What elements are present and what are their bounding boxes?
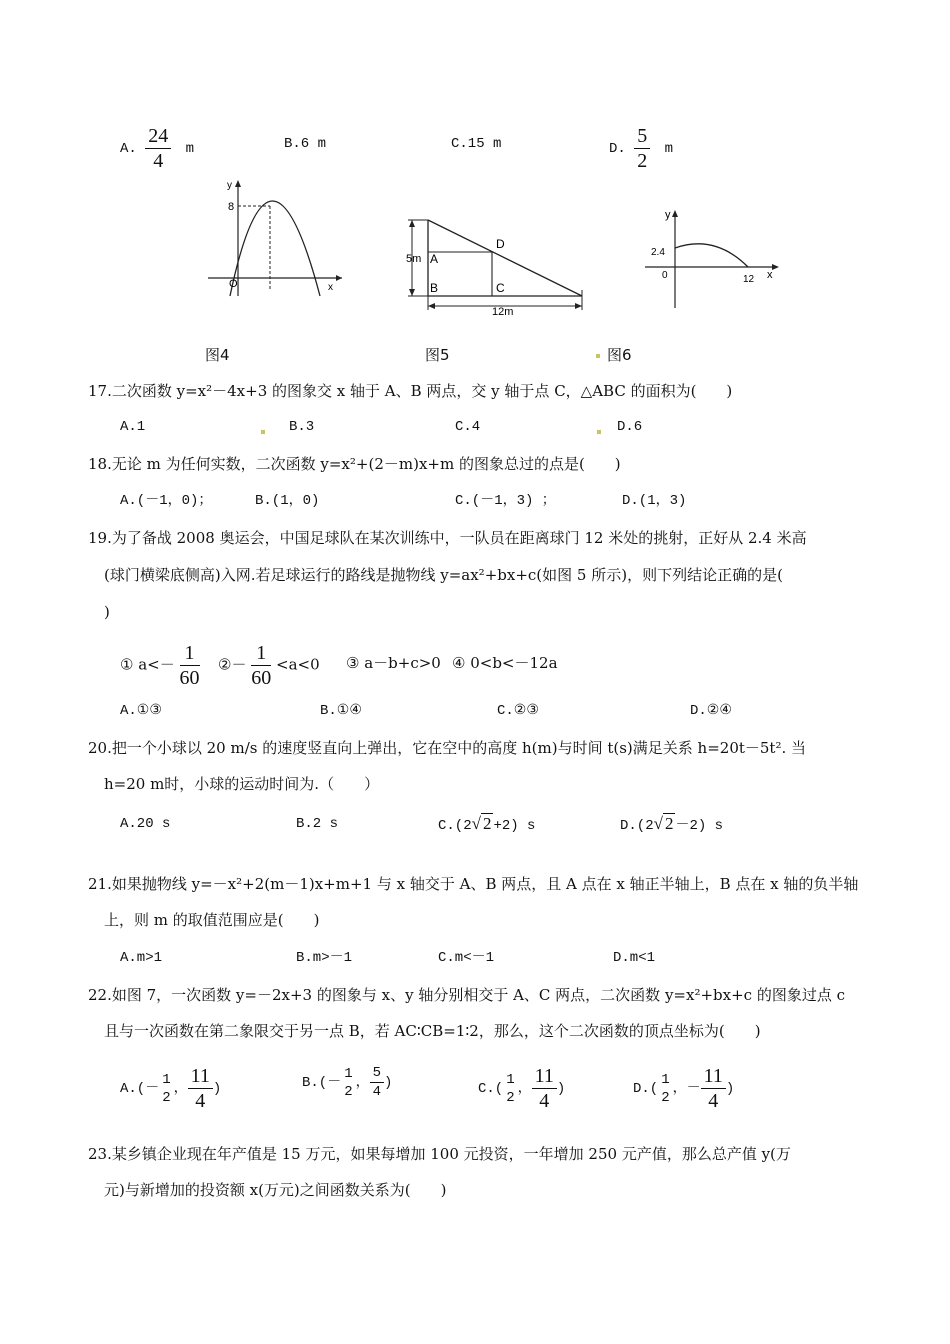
q19-condition-4: ④ 0<b<－12a xyxy=(452,654,558,672)
q19-condition-1: ① a<－ $\frac{1}{60}$ xyxy=(120,642,200,689)
x-axis-arrow xyxy=(772,264,779,270)
width-arrow-right xyxy=(575,303,582,309)
q19-condition-2: ②－ $\frac{1}{60}$ <a<0 xyxy=(218,642,320,689)
question-23-line-2: 元)与新增加的投资额 x(万元)之间函数关系为( ) xyxy=(104,1181,447,1199)
stray-dot xyxy=(261,430,265,434)
width-label: 12m xyxy=(492,306,514,318)
fraction: $\frac{1}{60}$ xyxy=(179,642,200,689)
q20-option-a: A.20 s xyxy=(120,816,171,832)
q20-option-b: B.2 s xyxy=(296,816,339,832)
x-label: x xyxy=(767,269,773,281)
height-value-label: 2.4 xyxy=(651,247,665,258)
q22-option-b: B.(－ 1 2 ， $\frac{5}{4}$ ) xyxy=(302,1065,393,1100)
fraction: 1 2 xyxy=(344,1065,353,1100)
fraction: $\frac{1}{60}$ xyxy=(251,642,272,689)
q21-option-b: B.m>－1 xyxy=(296,950,353,966)
point-c-label: C xyxy=(496,281,505,295)
origin-label: O xyxy=(229,278,238,290)
question-18-stem: 18.无论 m 为任何实数，二次函数 y=x²+(2－m)x+m 的图象总过的点是( ) xyxy=(88,455,621,473)
q18-option-c: C.(－1，3) ； xyxy=(455,493,556,509)
stray-dot xyxy=(597,430,601,434)
origin-label: 0 xyxy=(662,270,668,281)
ball-path xyxy=(675,244,748,267)
point-a-label: A xyxy=(430,252,439,266)
point-b-label: B xyxy=(430,281,439,295)
y-axis-arrow xyxy=(672,210,678,217)
q21-option-c: C.m<－1 xyxy=(438,950,495,966)
figure-6-trajectory xyxy=(645,204,785,314)
q20-option-c: C.(2√ 2 +2) s xyxy=(438,814,536,834)
y-axis-arrow xyxy=(235,180,241,187)
height-label: 5m xyxy=(406,253,422,265)
figure-5-triangle xyxy=(402,210,602,320)
q16-option-c: C.15 m xyxy=(451,136,502,152)
q21-option-d: D.m<1 xyxy=(613,950,656,966)
parabola-curve xyxy=(230,201,320,296)
q17-option-a: A.1 xyxy=(120,419,146,435)
hypotenuse xyxy=(428,220,582,296)
figure-5-caption: 图5 xyxy=(425,346,450,364)
q16-option-a: A. $\frac{24}{4}$ m xyxy=(120,125,195,172)
x-label: x xyxy=(328,282,333,293)
point-d-label: D xyxy=(496,237,505,251)
distance-value-label: 12 xyxy=(743,274,755,285)
figure-6-caption: 图6 xyxy=(607,346,632,364)
q22-option-d: D.( 1 2 ，－ $\frac{11}{4}$ ) xyxy=(633,1065,735,1112)
q20-option-d: D.(2√ 2 －2) s xyxy=(620,814,724,834)
q19-option-c: C.②③ xyxy=(497,703,539,719)
q19-option-b: B.①④ xyxy=(320,703,362,719)
fraction: 1 2 xyxy=(506,1071,515,1106)
fraction: $\frac{24}{4}$ xyxy=(145,126,171,171)
y-label: y xyxy=(227,180,232,191)
question-23-line-1: 23.某乡镇企业现在年产值是 15 万元，如果每增加 100 元投资，一年增加 250 元产值，那么总产值 y(万 xyxy=(88,1145,791,1163)
q16-option-d: D. $\frac{5}{2}$ m xyxy=(609,125,674,172)
q17-option-d: D.6 xyxy=(617,419,643,435)
q18-option-b: B.(1，0) xyxy=(255,493,320,509)
q21-option-a: A.m>1 xyxy=(120,950,163,966)
q18-option-d: D.(1，3) xyxy=(622,493,687,509)
q19-condition-3: ③ a－b+c>0 xyxy=(346,654,441,672)
fraction: 1 2 xyxy=(661,1071,670,1106)
fraction: $\frac{11}{4}$ xyxy=(532,1066,557,1111)
fraction: 1 2 xyxy=(162,1071,171,1106)
question-20-line-1: 20.把一个小球以 20 m/s 的速度竖直向上弹出，它在空中的高度 h(m)与时间 t(s)满足关系 h=20t－5t². 当 xyxy=(88,739,807,757)
q18-option-a: A.(－1，0)； xyxy=(120,493,213,509)
width-arrow-left xyxy=(428,303,435,309)
square-root: √ 2 xyxy=(471,814,492,833)
q19-option-a: A.①③ xyxy=(120,703,162,719)
q17-option-c: C.4 xyxy=(455,419,481,435)
stray-dot xyxy=(596,354,600,358)
question-19-line-2: (球门横梁底侧高)入网.若足球运行的路线是抛物线 y=ax²+bx+c(如图 5 所示)，则下列结论正确的是( xyxy=(104,566,783,584)
question-22-line-2: 且与一次函数在第二象限交于另一点 B，若 AC∶CB=1∶2，那么，这个二次函数的顶点坐标为( ) xyxy=(104,1022,761,1040)
x-axis-arrow xyxy=(336,275,342,281)
figure-4-caption: 图4 xyxy=(205,346,230,364)
height-arrow-bottom xyxy=(409,289,415,296)
question-21-line-1: 21.如果抛物线 y=－x²+2(m－1)x+m+1 与 x 轴交于 A、B 两点，且 A 点在 x 轴正半轴上，B 点在 x 轴的负半轴 xyxy=(88,875,859,893)
q22-option-a: A.(－ 1 2 ， $\frac{11}{4}$ ) xyxy=(120,1065,222,1112)
question-21-line-2: 上，则 m 的取值范围应是( ) xyxy=(104,911,320,929)
question-17-stem: 17.二次函数 y=x²－4x+3 的图象交 x 轴于 A、B 两点，交 y 轴于点 C，△ABC 的面积为( ) xyxy=(88,382,733,400)
q16-option-b: B.6 m xyxy=(284,136,327,152)
figure-4-parabola xyxy=(200,172,350,300)
fraction: $\frac{5}{4}$ xyxy=(370,1066,384,1099)
question-22-line-1: 22.如图 7，一次函数 y=－2x+3 的图象与 x、y 轴分别相交于 A、C 两点，二次函数 y=x²+bx+c 的图象过点 c xyxy=(88,986,845,1004)
q17-option-b: B.3 xyxy=(289,419,315,435)
fraction: $\frac{11}{4}$ xyxy=(701,1066,726,1111)
height-arrow-top xyxy=(409,220,415,227)
y-label: y xyxy=(665,209,671,221)
peak-label: 8 xyxy=(228,201,235,213)
question-19-line-3: ) xyxy=(104,603,110,621)
q22-option-c: C.( 1 2 ， $\frac{11}{4}$ ) xyxy=(478,1065,566,1112)
square-root: √ 2 xyxy=(653,814,674,833)
fraction: $\frac{11}{4}$ xyxy=(188,1066,213,1111)
q19-option-d: D.②④ xyxy=(690,703,732,719)
question-20-line-2: h=20 m时，小球的运动时间为.（ ） xyxy=(104,775,380,793)
question-19-line-1: 19.为了备战 2008 奥运会，中国足球队在某次训练中，一队员在距离球门 12 米处的挑射，正好从 2.4 米高 xyxy=(88,529,807,547)
fraction: $\frac{5}{2}$ xyxy=(634,126,650,171)
